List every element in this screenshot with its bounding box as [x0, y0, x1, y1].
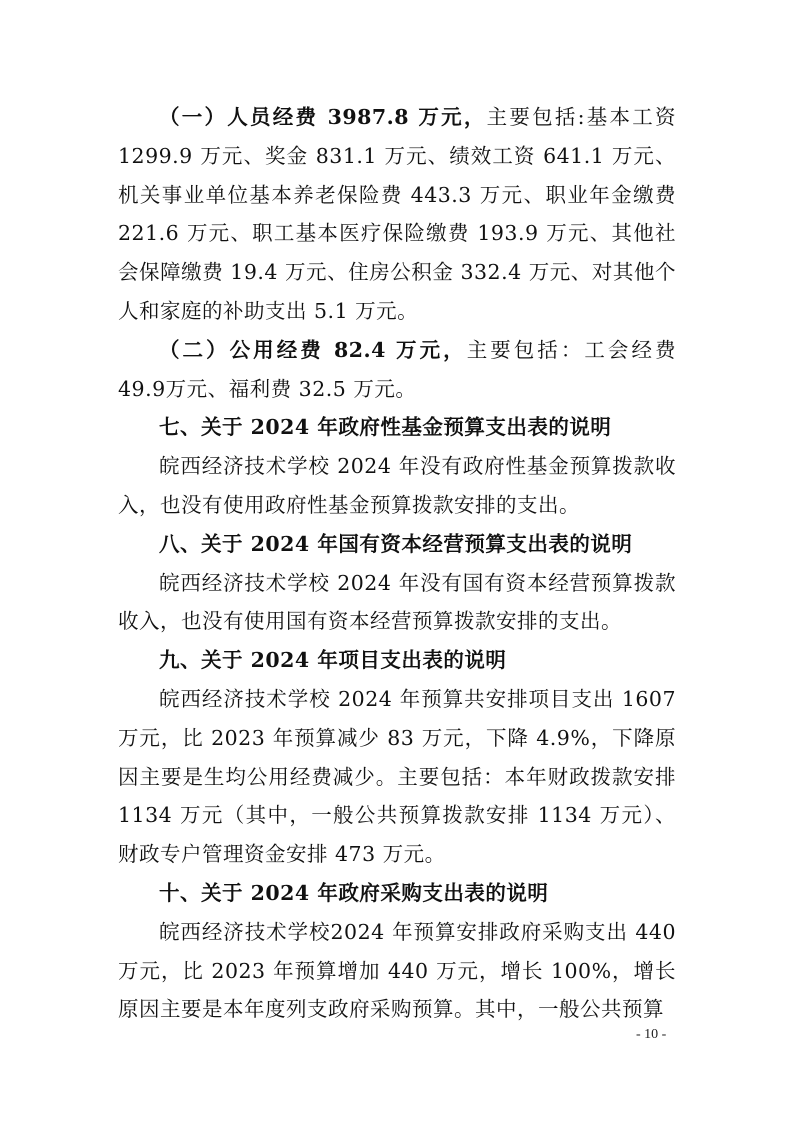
- document-body: [118, 98, 676, 1029]
- section-text-7: 皖西经济技术学校 2024 年没有政府性基金预算拨款收入，也没有使用政府性基金预算拨款安排的支出。: [118, 454, 676, 517]
- section-heading-8: 八、关于 2024 年国有资本经营预算支出表的说明: [159, 531, 633, 556]
- section-heading-7: 七、关于 2024 年政府性基金预算支出表的说明: [159, 415, 612, 440]
- paragraph-lead: （二）公用经费 82.4 万元，: [159, 337, 467, 362]
- paragraph-lead: （一）人员经费 3987.8 万元，: [159, 105, 487, 129]
- paragraph-public-expenses: [118, 331, 676, 409]
- page-number: - 10 -: [636, 1027, 667, 1042]
- paragraph-body: 主要包括:基本工资1299.9 万元、奖金 831.1 万元、绩效工资 641.1 万元、机关事业单位基本养老保险费 443.3 万元、职业年金缴费221.6 万元、职工基本医疗保险缴费 193.9 万元、其他社会保障缴费 19.4 万元、住房公积金 332.4 万元、对其他个人和家庭的补助支出 5.1 万元。: [118, 105, 677, 323]
- paragraph-body: 主要包括：工会经费 49.9万元、福利费 32.5 万元。: [118, 337, 677, 401]
- section-text-8: 皖西经济技术学校 2024 年没有国有资本经营预算拨款收入，也没有使用国有资本经营预算拨款安排的支出。: [118, 570, 676, 634]
- section-text-9: 皖西经济技术学校 2024 年预算共安排项目支出 1607万元，比 2023 年预算减少 83 万元，下降 4.9%，下降原因主要是生均公用经费减少。主要包括：本年财政拨款安排1134 万元（其中，一般公共预算拨款安排 1134 万元）、财政专户管理资金安排 473 万元。: [118, 686, 676, 867]
- section-text-10: 皖西经济技术学校2024 年预算安排政府采购支出 440万元，比 2023 年预算增加 440 万元，增长 100%，增长原因主要是本年度列支政府采购预算。其中，一般公共预算: [118, 919, 676, 1022]
- section-heading-9: 九、关于 2024 年项目支出表的说明: [159, 648, 507, 673]
- section-heading-10: 十、关于 2024 年政府采购支出表的说明: [159, 880, 549, 905]
- paragraph-personnel-expenses: [118, 98, 676, 331]
